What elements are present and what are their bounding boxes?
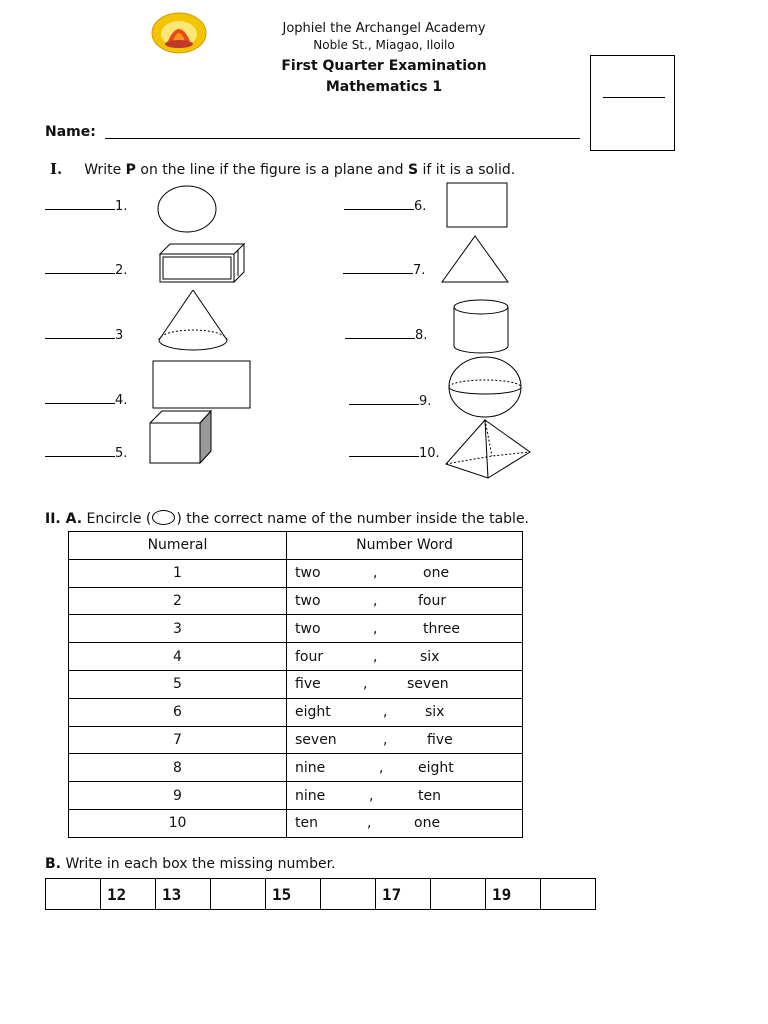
sphere-icon [447,355,523,419]
sequence-box: 12 [100,878,156,910]
word-cell [287,615,523,643]
part1-roman: I. [50,160,63,178]
word-option-b[interactable]: one [414,815,441,832]
answer-item-10[interactable]: 10. [349,444,440,461]
answer-item-7[interactable]: 7. [343,261,425,278]
separator: , [383,731,388,748]
table-row [69,587,523,615]
word-option-a[interactable]: seven [295,731,337,748]
part2a-label: II. A. [45,511,83,527]
part2b-label: B. [45,856,61,872]
cube-icon [148,409,214,465]
separator: , [373,620,378,637]
s-letter: S [407,162,419,178]
numeral-cell: 4 [69,643,287,671]
numeral-cell: 1 [69,559,287,587]
table-row [69,726,523,754]
sequence-box: 17 [375,878,431,910]
score-box[interactable] [590,55,675,151]
answer-item-4[interactable]: 4. [45,391,127,408]
separator: , [373,592,378,609]
word-cell [287,559,523,587]
numeral-cell: 9 [69,782,287,810]
table-header-row [69,532,523,560]
answer-item-6[interactable]: 6. [344,197,426,214]
word-cell [287,698,523,726]
cone-icon [157,288,229,354]
answer-item-3[interactable]: 3 [45,326,123,343]
part2a-text-1: Encircle ( [82,511,152,527]
sequence-box[interactable] [430,878,486,910]
word-cell [287,643,523,671]
rectangular-prism-icon [157,242,247,284]
school-address: Noble St., Miagao, Iloilo [313,38,455,52]
word-option-b[interactable]: four [418,592,447,609]
word-cell [287,726,523,754]
numeral-cell: 8 [69,754,287,782]
table-row [69,754,523,782]
instruction-text-2: on the line if the figure is a plane and [135,162,408,178]
header-numeral: Numeral [69,532,287,560]
part2a-text-2: ) the correct name of the number inside the table. [176,511,530,527]
word-cell [287,587,523,615]
word-option-b[interactable]: one [423,565,450,582]
word-option-a[interactable]: eight [295,704,331,721]
sequence-box: 19 [485,878,541,910]
separator: , [373,565,378,582]
numeral-cell: 5 [69,670,287,698]
table-row [69,643,523,671]
name-field[interactable] [105,138,580,139]
word-cell [287,754,523,782]
sequence-box[interactable] [540,878,596,910]
sequence-box: 15 [265,878,321,910]
name-label: Name: [45,124,96,140]
separator: , [379,759,384,776]
number-sequence [45,878,596,912]
word-option-b[interactable]: six [420,648,440,665]
table-row [69,670,523,698]
word-option-a[interactable]: four [295,648,324,665]
p-letter: P [125,162,136,178]
word-option-b[interactable]: three [423,620,461,637]
word-option-b[interactable]: ten [418,787,441,804]
table-row [69,782,523,810]
numeral-cell: 6 [69,698,287,726]
word-cell [287,809,523,837]
separator: , [369,787,374,804]
pyramid-icon [444,418,532,480]
separator: , [367,815,372,832]
square-icon [446,182,508,228]
table-row [69,698,523,726]
numeral-cell: 3 [69,615,287,643]
exam-title: First Quarter Examination [281,58,487,74]
word-option-a[interactable]: nine [295,759,326,776]
school-name: Jophiel the Archangel Academy [282,21,486,36]
answer-item-2[interactable]: 2. [45,261,127,278]
instruction-text-1: Write [84,162,126,178]
sequence-box[interactable] [210,878,266,910]
part2a-instruction [45,510,529,527]
numeral-cell: 2 [69,587,287,615]
word-option-b[interactable]: six [425,704,445,721]
table-row [69,615,523,643]
word-cell [287,670,523,698]
rectangle-icon [152,360,252,410]
answer-item-8[interactable]: 8. [345,326,427,343]
sequence-box: 13 [155,878,211,910]
table-row [69,809,523,837]
numeral-cell: 7 [69,726,287,754]
word-option-b[interactable]: seven [407,676,449,693]
table-row [69,559,523,587]
word-option-a[interactable]: nine [295,787,326,804]
part2b-instruction [45,856,336,872]
answer-item-5[interactable]: 5. [45,444,127,461]
subject-title: Mathematics 1 [325,79,443,95]
word-option-a[interactable]: two [295,565,321,582]
numeral-cell: 10 [69,809,287,837]
separator: , [373,648,378,665]
score-line [603,97,665,98]
answer-item-1[interactable]: 1. [45,197,127,214]
cylinder-icon [452,298,512,356]
instruction-text-3: if it is a solid. [418,162,516,178]
word-option-b[interactable]: eight [418,759,454,776]
separator: , [363,676,368,693]
part1-instruction [50,160,515,178]
part2b-text: Write in each box the missing number. [61,856,336,872]
triangle-icon [440,234,510,284]
separator: , [383,704,388,721]
word-option-a[interactable]: two [295,620,321,637]
word-option-a[interactable]: ten [295,815,318,832]
oval-icon [152,510,175,525]
word-cell [287,782,523,810]
circle-icon [157,184,219,234]
word-option-a[interactable]: five [295,676,321,693]
sequence-box[interactable] [320,878,376,910]
number-word-table [68,531,523,838]
sequence-box[interactable] [45,878,101,910]
answer-item-9[interactable]: 9. [349,392,431,409]
word-option-b[interactable]: five [427,731,453,748]
word-option-a[interactable]: two [295,592,321,609]
header-number-word: Number Word [287,532,523,560]
